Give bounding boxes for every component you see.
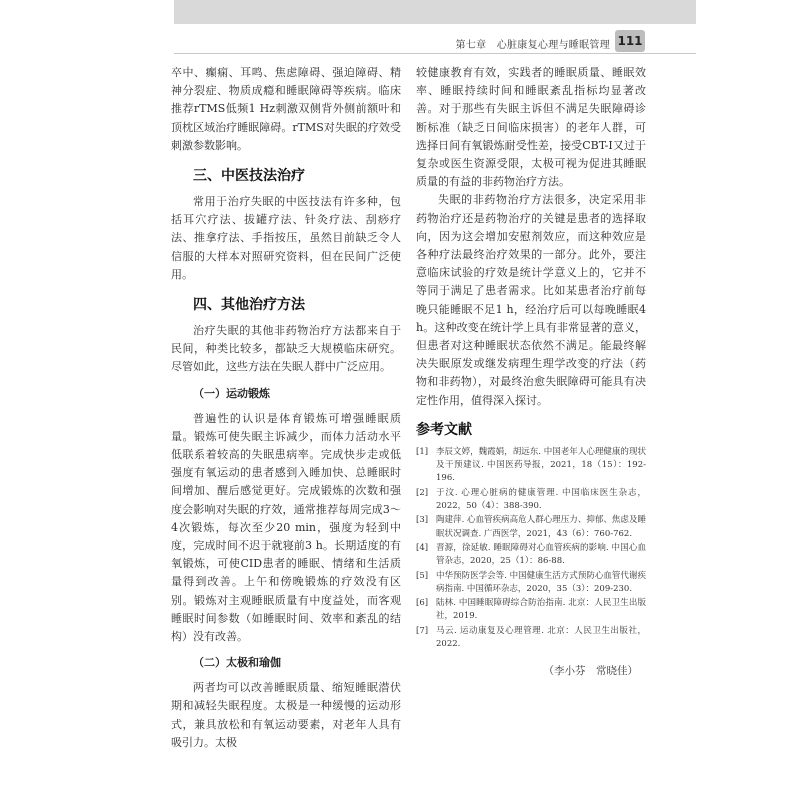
reference-text: 陶建萍. 心血管疾病高危人群心理压力、抑郁、焦虑及睡眠状况调查. 广西医学，2021，43（6）：760-762. [436,515,646,539]
author-credit: （李小芬 常晓佳） [543,665,638,678]
subsection-exercise-heading: （一）运动锻炼 [193,386,270,400]
reference-item [416,542,646,569]
reference-number: [4] [416,542,429,553]
subsection-taichi-yoga-paragraph: 两者均可以改善睡眠质量、缩短睡眠潜伏期和减轻失眠程度。太极是一种缓慢的运动形式，兼具放松和有氧运动要素，对老年人具有吸引力。太极 [171,681,401,749]
references-list [416,446,646,651]
subsection-taichi-yoga-heading: （二）太极和瑜伽 [193,656,281,670]
reference-number: [6] [416,598,429,609]
left-column [171,64,401,752]
page-header-band [174,0,696,24]
reference-text: 中华预防医学会等. 中国健康生活方式预防心血管代谢疾病指南. 中国循环杂志，2020，35（3）：209-230. [436,570,646,594]
reference-number: [2] [416,487,429,498]
reference-text: 陆林. 中国睡眠障碍综合防治指南. 北京：人民卫生出版社，2019. [436,598,646,622]
reference-text: 于汶. 心理心脏病的健康管理. 中国临床医生杂志，2022，50（4）：388-390. [436,487,646,512]
reference-item [416,597,646,624]
reference-text: 李辰文婷，魏霞娟，胡远东. 中国老年人心理健康的现状及干预建议. 中国医药导报，2021，18（15）：192-196. [436,446,646,484]
section-3-heading: 三、中医技法治疗 [193,168,305,185]
section-4-paragraph: 治疗失眠的其他非药物治疗方法都来自于民间，种类比较多，都缺乏大规模临床研究。尽管如此，这些方法在失眠人群中广泛应用。 [171,324,401,374]
right-column [416,64,646,678]
intro-paragraph: 卒中、癫痫、耳鸣、焦虑障碍、强迫障碍、精神分裂症、物质成瘾和睡眠障碍等疾病。临床推荐rTMS低频1 Hz刺激双侧背外侧前额叶和顶枕区域治疗睡眠障碍。rTMS对失眠的疗效受刺激参数影响。 [171,66,401,152]
page-number: 111 [615,30,645,52]
section-3-paragraph: 常用于治疗失眠的中医技法有许多种，包括耳穴疗法、拔罐疗法、针灸疗法、刮痧疗法、推拿疗法、手指按压，虽然目前缺乏令人信服的大样本对照研究资料，但在民间广泛使用。 [171,195,401,281]
section-4-heading: 四、其他治疗方法 [193,297,305,314]
chapter-title: 第七章 心脏康复心理与睡眠管理 [455,40,610,51]
reference-number: [3] [416,515,429,526]
reference-item [416,570,646,597]
header-rule [174,53,696,54]
reference-item [416,514,646,541]
reference-number: [7] [416,625,429,636]
reference-text: 马云. 运动康复及心理管理. 北京：人民卫生出版社，2022. [436,625,646,650]
taichi-continued-paragraph: 较健康教育有效，实践者的睡眠质量、睡眠效率、睡眠持续时间和睡眠紊乱指标均显著改善。对于那些有失眠主诉但不满足失眠障碍诊断标准（缺乏日间临床损害）的老年人群，可选择日间有氧锻炼耐受性差，接受CBT-I又过于复杂或医生资源受限，太极可视为促进其睡眠质量的有益的非药物治疗方法。 [416,66,646,189]
nonpharm-summary-paragraph: 失眠的非药物治疗方法很多，决定采用非药物治疗还是药物治疗的关键是患者的选择取向，因为这会增加安慰剂效应，而这种效应是各种疗法最终治疗效果的一部分。此外，要注意临床试验的疗效是统计学意义上的，它并不等同于满足了患者需求。比如某患者治疗前每晚只能睡眠不足1 h，经治疗后可以每晚睡眠4 h。这种改变在统计学上具有非常显著的意义，但患者对这种睡眠状态依然不满足。能最终解决失眠原发或继发病理生理学改变的疗法（药物和非药物），对最终治愈失眠障碍可能具有决定性作用，值得深入探讨。 [416,193,646,407]
reference-number: [1] [416,446,429,457]
reference-number: [5] [416,570,429,581]
reference-item [416,487,646,514]
reference-text: 晋源，徐延敏. 睡眠障碍对心血管疾病的影响. 中国心血管杂志，2020，25（1）：86-88. [436,542,646,567]
references-heading: 参考文献 [416,421,472,438]
reference-item [416,625,646,652]
reference-item [416,446,646,486]
subsection-exercise-paragraph: 普遍性的认识是体育锻炼可增强睡眠质量。锻炼可使失眠主诉减少，而体力活动水平低联系着较高的失眠患病率。完成快步走或低强度有氧运动的患者感到入睡加快、总睡眠时间增加、醒后感觉更好。完成锻炼的次数和强度会影响对失眠的疗效，通常推荐每周完成3～4次锻炼，每次至少20 min，强度为轻到中度，完成时间不迟于就寝前3 h。长期适度的有氧锻炼，可使CID患者的睡眠、情绪和生活质量得到改善。上午和傍晚锻炼的疗效没有区别。锻炼对主观睡眠质量有中度益处，而客观睡眠时间参数（如睡眠时间、效率和紊乱的结构）没有改善。 [171,411,401,644]
